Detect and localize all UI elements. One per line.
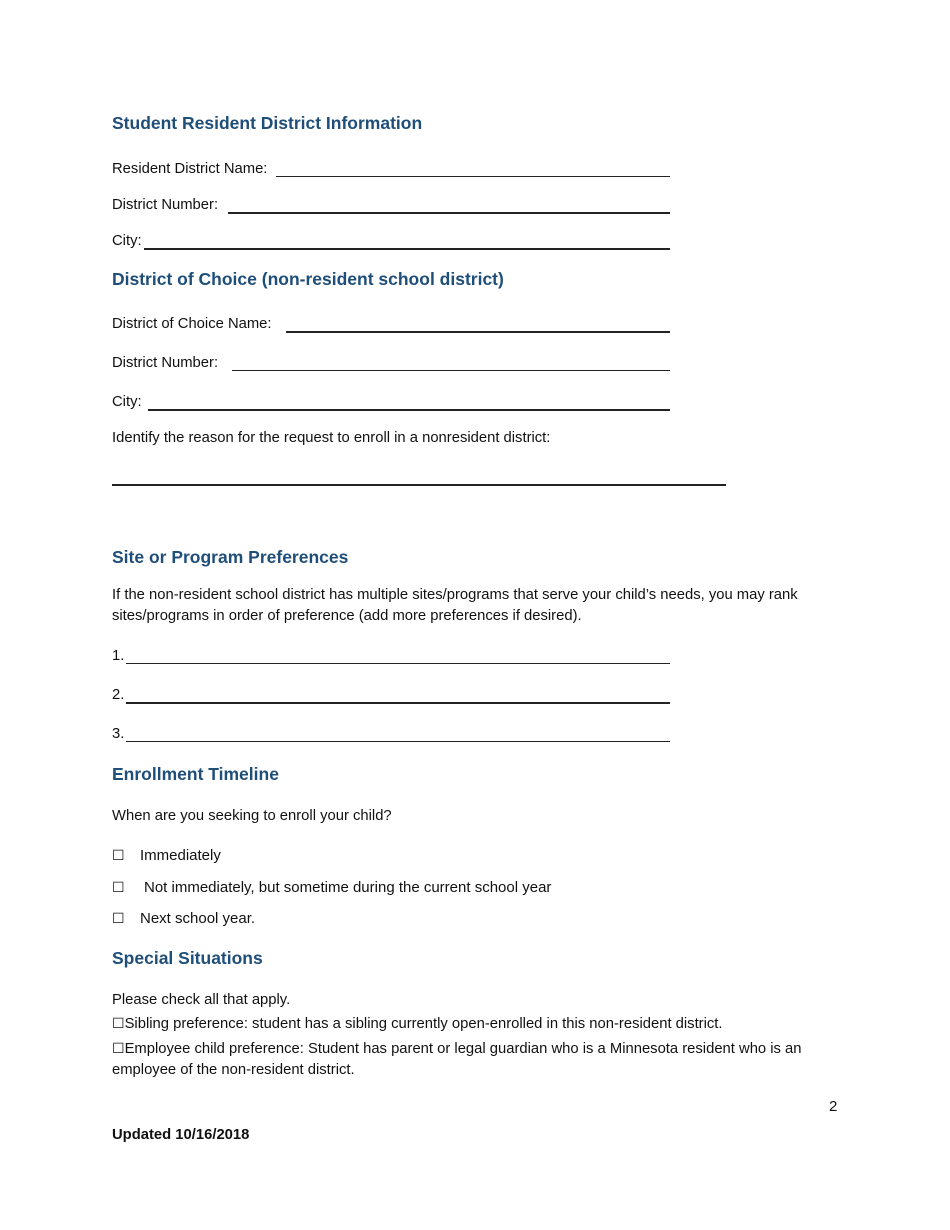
timeline-question: When are you seeking to enroll your child? (112, 808, 392, 824)
choice-heading: District of Choice (non-resident school district) (112, 269, 504, 289)
choice-district-name-field[interactable] (286, 331, 670, 333)
special-option-label: Sibling preference: student has a sibling currently open-enrolled in this non-resident district. (124, 1016, 723, 1032)
choice-city-field[interactable] (148, 409, 670, 411)
timeline-option-label: Immediately (140, 847, 221, 864)
preference-field-3[interactable] (126, 741, 670, 742)
preference-number: 1. (112, 648, 125, 664)
choice-city-row (112, 389, 672, 411)
special-option-sibling[interactable] (112, 1014, 842, 1035)
timeline-option-label: Next school year. (140, 910, 256, 927)
resident-district-number-row (112, 192, 672, 214)
choice-city-label: City: (112, 394, 142, 410)
resident-district-name-row (112, 156, 672, 178)
resident-city-field[interactable] (144, 248, 670, 250)
page-number: 2 (829, 1098, 838, 1115)
preference-row-2 (112, 682, 672, 704)
resident-district-number-label: District Number: (112, 197, 219, 213)
checkbox-icon[interactable]: ☐ (112, 880, 125, 896)
checkbox-icon[interactable]: ☐ (112, 911, 125, 927)
checkbox-icon[interactable]: ☐ (112, 848, 125, 864)
preference-number: 2. (112, 687, 125, 703)
preference-row-3 (112, 721, 672, 743)
special-heading: Special Situations (112, 948, 263, 968)
resident-city-row (112, 228, 672, 250)
checkbox-icon[interactable]: ☐ (112, 1041, 125, 1057)
resident-district-name-label: Resident District Name: (112, 161, 268, 177)
resident-district-name-field[interactable] (276, 176, 670, 177)
preference-number: 3. (112, 726, 125, 742)
resident-city-label: City: (112, 233, 142, 249)
reason-field[interactable] (112, 484, 726, 486)
updated-date: Updated 10/16/2018 (112, 1127, 250, 1143)
choice-district-name-label: District of Choice Name: (112, 316, 272, 332)
timeline-heading: Enrollment Timeline (112, 764, 279, 784)
reason-prompt: Identify the reason for the request to enroll in a nonresident district: (112, 430, 551, 446)
resident-heading: Student Resident District Information (112, 113, 423, 133)
preference-field-2[interactable] (126, 702, 670, 704)
checkbox-icon[interactable]: ☐ (112, 1016, 125, 1032)
timeline-option-next-year[interactable] (112, 910, 255, 928)
preference-field-1[interactable] (126, 663, 670, 664)
preferences-heading: Site or Program Preferences (112, 547, 349, 567)
resident-district-number-field[interactable] (228, 212, 670, 214)
timeline-option-label: Not immediately, but sometime during the current school year (144, 879, 552, 896)
choice-district-number-label: District Number: (112, 355, 219, 371)
special-instruction: Please check all that apply. (112, 992, 291, 1008)
special-option-label: Employee child preference: Student has parent or legal guardian who is a Minnesota resident who is an employee of the non-resident district. (112, 1041, 802, 1078)
choice-district-number-row (112, 350, 672, 372)
choice-district-name-row (112, 311, 672, 333)
preference-row-1 (112, 643, 672, 665)
preferences-intro: If the non-resident school district has multiple sites/programs that serve your child’s needs, you may rank sites/programs in order of preference (add more preferences if desired). (112, 587, 798, 624)
choice-district-number-field[interactable] (232, 370, 670, 371)
timeline-option-current-year[interactable] (112, 879, 551, 897)
timeline-option-immediately[interactable] (112, 847, 221, 865)
special-option-employee[interactable] (112, 1039, 842, 1081)
